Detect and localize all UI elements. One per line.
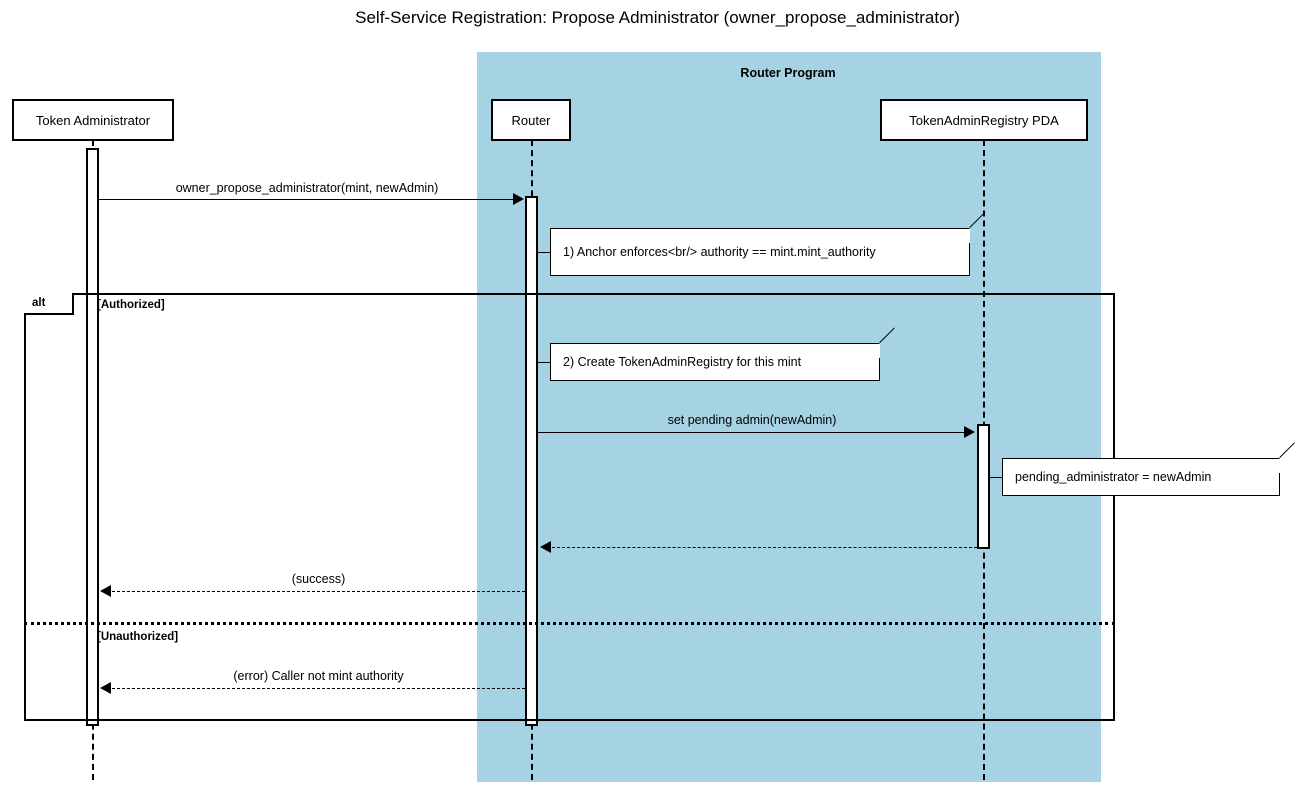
note-text: pending_administrator = newAdmin bbox=[1015, 470, 1212, 484]
participant-label: Router bbox=[511, 112, 551, 128]
message-arrowhead-success bbox=[100, 585, 111, 597]
note-create-token-admin-registry bbox=[550, 343, 880, 381]
message-line-error bbox=[112, 688, 525, 689]
alt-fragment-guard-unauthorized: [Unauthorized] bbox=[97, 631, 179, 643]
note-fold-line-icon bbox=[1279, 442, 1295, 458]
message-line-owner-propose-administrator bbox=[99, 199, 515, 200]
participant-label: Token Administrator bbox=[35, 112, 151, 128]
alt-fragment-operator-tab bbox=[24, 293, 74, 315]
message-label-owner-propose-administrator: owner_propose_administrator(mint, newAdmin) bbox=[175, 181, 439, 195]
message-label-set-pending-admin: set pending admin(newAdmin) bbox=[667, 413, 837, 427]
note-fold-icon bbox=[865, 343, 880, 358]
participant-token-administrator[interactable] bbox=[12, 99, 174, 141]
message-arrowhead-pda-return bbox=[540, 541, 551, 553]
page-title: Self-Service Registration: Propose Administrator (owner_propose_administrator) bbox=[355, 8, 960, 27]
note-pending-administrator bbox=[1002, 458, 1280, 496]
participant-token-admin-registry-pda[interactable] bbox=[880, 99, 1088, 141]
message-label-success: (success) bbox=[291, 572, 346, 586]
participant-router[interactable] bbox=[491, 99, 571, 141]
note-text: 2) Create TokenAdminRegistry for this mint bbox=[563, 355, 802, 369]
alt-fragment-divider bbox=[24, 622, 1115, 625]
message-line-success bbox=[112, 591, 525, 592]
note-connector-1 bbox=[538, 252, 550, 253]
message-arrowhead-set-pending-admin bbox=[964, 426, 975, 438]
note-connector-2 bbox=[538, 362, 550, 363]
message-line-pda-return bbox=[552, 547, 977, 548]
note-fold-icon bbox=[955, 228, 970, 243]
note-text: 1) Anchor enforces<br/> authority == mint.mint_authority bbox=[563, 245, 876, 259]
note-anchor-enforces bbox=[550, 228, 970, 276]
alt-fragment-operator-label: alt bbox=[32, 297, 46, 309]
note-connector-3 bbox=[990, 477, 1002, 478]
message-line-set-pending-admin bbox=[538, 432, 966, 433]
message-label-error: (error) Caller not mint authority bbox=[233, 669, 404, 683]
group-title-router-program: Router Program bbox=[740, 66, 836, 80]
participant-label: TokenAdminRegistry PDA bbox=[909, 112, 1059, 128]
message-arrowhead-error bbox=[100, 682, 111, 694]
alt-fragment-guard-authorized: [Authorized] bbox=[97, 299, 165, 311]
note-fold-icon bbox=[1265, 458, 1280, 473]
